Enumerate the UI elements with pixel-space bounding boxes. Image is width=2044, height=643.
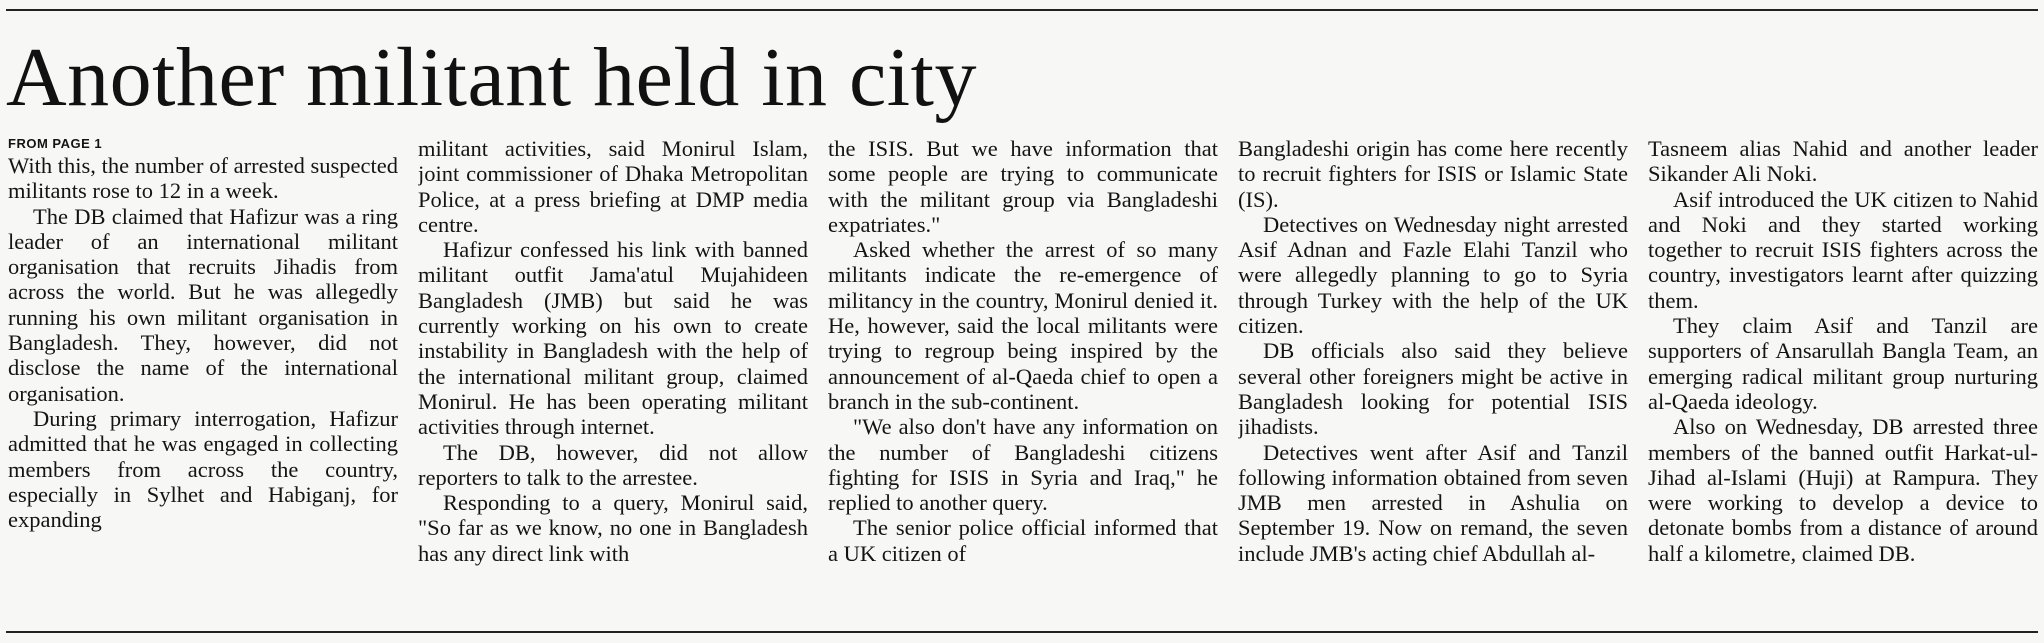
paragraph: Asked whether the arrest of so many militants indicate the re-emergence of militancy in the country, Monirul denied it. He, however, said the local militants were trying to regroup being inspired by the announcement of al-Qaeda chief to open a branch in the sub-continent. [828,237,1218,414]
paragraph: Detectives on Wednesday night arrested Asif Adnan and Fazle Elahi Tanzil who were allegedly planning to go to Syria through Turkey with the help of the UK citizen. [1238,211,1628,339]
paragraph: The DB, however, did not allow reporters to talk to the arrestee. [418,439,808,490]
column-4 [1238,136,1628,624]
paragraph: DB officials also said they believe several other foreigners might be active in Bangladesh looking for potential ISIS jihadists. [1238,338,1628,440]
paragraph: The DB claimed that Hafizur was a ring leader of an international militant organisation that recruits Jihadis from across the world. But he was allegedly running his own militant organisation in Bangladesh. They, however, did not disclose the name of the international organisation. [8,203,398,406]
column-3 [828,136,1218,624]
paragraph: militant activities, said Monirul Islam, joint commissioner of Dhaka Metropolitan Police, at a press briefing at DMP media centre. [418,136,808,237]
paragraph: With this, the number of arrested suspected militants rose to 12 in a week. [8,153,398,204]
paragraph: Detectives went after Asif and Tanzil following information obtained from seven JMB men arrested in Ashulia on September 19. Now on remand, the seven include JMB's acting chief Abdullah al- [1238,439,1628,566]
paragraph: Bangladeshi origin has come here recently to recruit fighters for ISIS or Islamic State (IS). [1238,136,1628,212]
column-2 [418,136,808,624]
paragraph: The senior police official informed that a UK citizen of [828,515,1218,566]
bottom-rule [6,631,2038,633]
paragraph: Responding to a query, Monirul said, "So far as we know, no one in Bangladesh has any direct link with [418,490,808,566]
paragraph: Asif introduced the UK citizen to Nahid and Noki and they started working together to recruit ISIS fighters across the country, investigators learnt after quizzing them. [1648,186,2038,313]
paragraph: the ISIS. But we have information that some people are trying to communicate with the militant group via Bangladeshi expatriates." [828,136,1218,237]
paragraph: They claim Asif and Tanzil are supporters of Ansarullah Bangla Team, an emerging radical militant group nurturing al-Qaeda ideology. [1648,313,2038,414]
paragraph: Tasneem alias Nahid and another leader Sikander Ali Noki. [1648,136,2038,187]
paragraph: Also on Wednesday, DB arrested three members of the banned outfit Harkat-ul-Jihad al-Islami (Huji) at Rampura. They were working to develop a device to detonate bombs from a distance of around half a kilometre, claimed DB. [1648,414,2038,566]
headline: Another militant held in city [6,31,977,124]
article-body [8,136,2036,624]
paragraph: Hafizur confessed his link with banned militant outfit Jama'atul Mujahideen Bangladesh (JMB) but said he was currently working on his own to create instability in Bangladesh with the help of the international militant group, claimed Monirul. He has been operating militant activities through internet. [418,237,808,440]
column-1 [8,136,398,624]
top-rule [6,9,2038,11]
paragraph: During primary interrogation, Hafizur admitted that he was engaged in collecting members from across the country, especially in Sylhet and Habiganj, for expanding [8,405,398,533]
column-5 [1648,136,2038,624]
paragraph: "We also don't have any information on the number of Bangladeshi citizens fighting for ISIS in Syria and Iraq," he replied to another query. [828,414,1218,516]
kicker: FROM PAGE 1 [8,136,103,151]
